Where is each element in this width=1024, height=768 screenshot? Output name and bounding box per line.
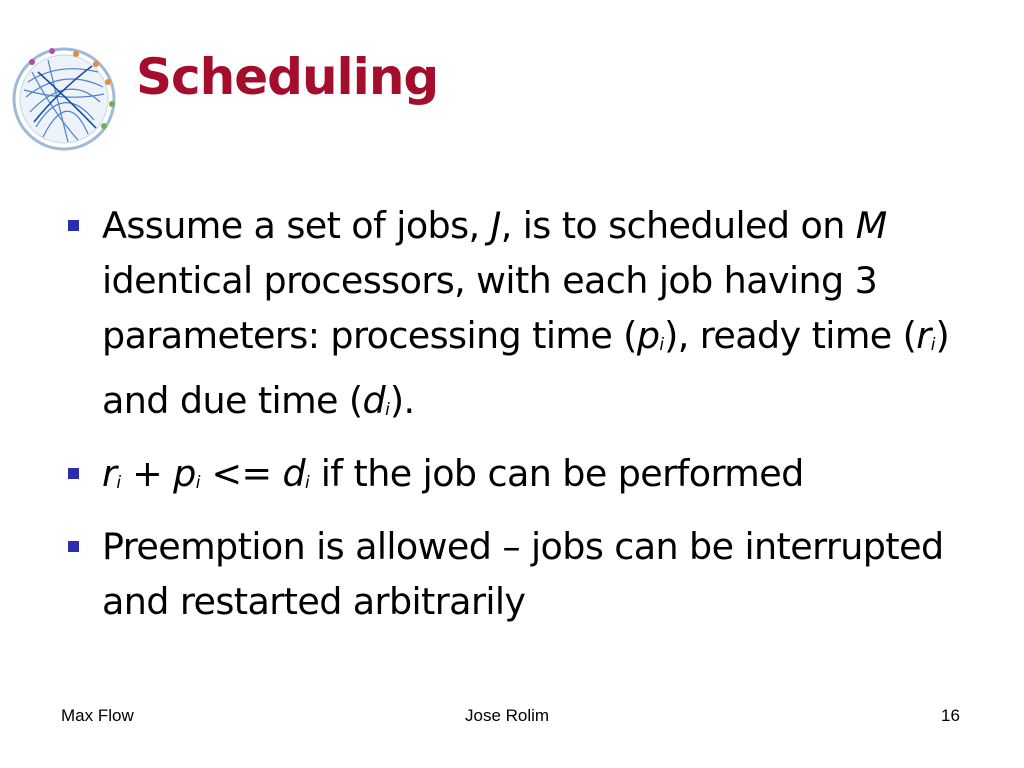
footer-center: Jose Rolim bbox=[465, 706, 550, 725]
logo-icon bbox=[8, 42, 120, 156]
bullet-item-condition bbox=[62, 446, 992, 511]
footer-left: Max Flow bbox=[61, 706, 134, 725]
symbol-d: d bbox=[362, 379, 386, 422]
symbol-r: r bbox=[102, 452, 117, 495]
bullet-text: ), ready time ( bbox=[664, 314, 917, 357]
subscript-i: i bbox=[385, 400, 390, 420]
symbol-d: d bbox=[282, 452, 306, 495]
bullet-text: identical processors, with each job having 3 parameters: processing time ( bbox=[102, 259, 878, 357]
square-bullet-icon bbox=[68, 541, 79, 552]
square-bullet-icon bbox=[68, 468, 79, 479]
subscript-i: i bbox=[195, 473, 201, 493]
slide-title: Scheduling bbox=[136, 48, 439, 106]
subscript-i: i bbox=[930, 335, 936, 355]
subscript-i: i bbox=[305, 473, 310, 493]
symbol-p: p bbox=[173, 452, 196, 495]
subscript-i: i bbox=[659, 335, 665, 355]
bullet-text: ). bbox=[389, 379, 415, 422]
bullet-text: if the job can be performed bbox=[309, 452, 804, 495]
operator-plus: + bbox=[121, 452, 174, 495]
bullet-text: ) and due time ( bbox=[102, 314, 950, 422]
symbol-r: r bbox=[916, 314, 931, 357]
square-bullet-icon bbox=[68, 220, 79, 231]
subscript-i: i bbox=[116, 473, 122, 493]
bullet-item-preemption bbox=[62, 519, 992, 629]
bullet-text: , is to scheduled on bbox=[500, 204, 856, 247]
symbol-J: J bbox=[490, 204, 501, 247]
page-number: 16 bbox=[941, 706, 960, 725]
symbol-p: p bbox=[636, 314, 660, 357]
operator-le: <= bbox=[200, 452, 283, 495]
bullet-text: Preemption is allowed – jobs can be interrupted and restarted arbitrarily bbox=[102, 525, 944, 623]
bullet-item-jobs bbox=[62, 198, 992, 438]
bullet-list bbox=[62, 198, 992, 637]
symbol-M: M bbox=[855, 204, 887, 247]
bullet-text: Assume a set of jobs, bbox=[102, 204, 491, 247]
